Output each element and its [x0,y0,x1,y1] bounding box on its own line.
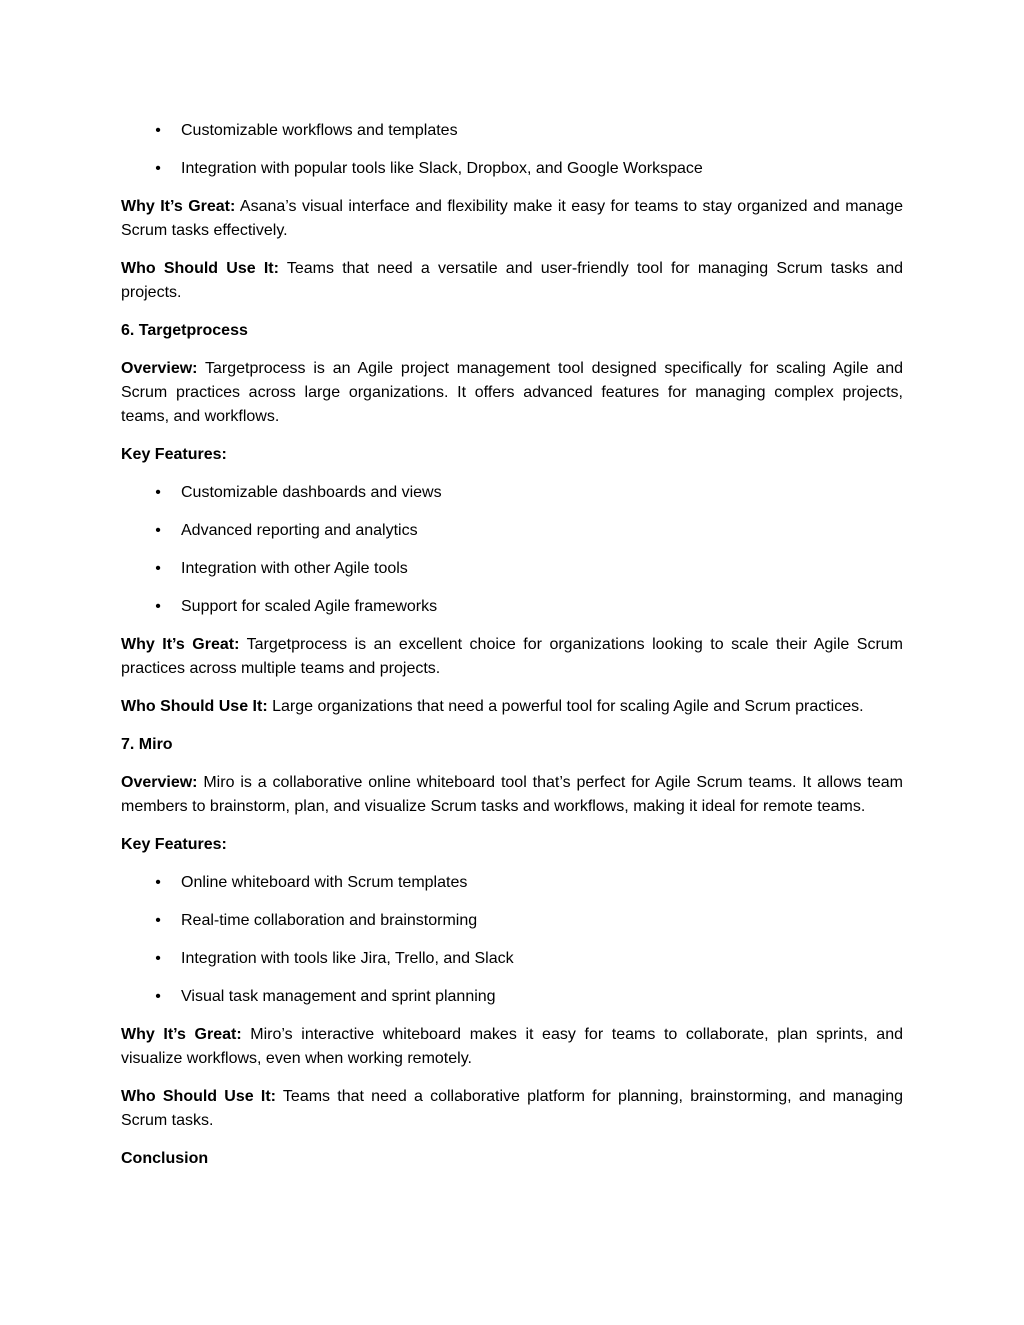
overview-text: Targetprocess is an Agile project management tool designed specifically for scaling Agile and Scrum practices across large organizations. It offers advanced features for managing complex projects, teams, and workflows. [121,360,903,425]
list-item [121,985,903,1009]
feature-text: Integration with other Agile tools [181,560,408,577]
feature-text: Real-time collaboration and brainstorming [181,912,478,929]
who-text: Teams that need a collaborative platform for planning, brainstorming, and managing Scrum tasks. [121,1088,904,1129]
overview-text: Miro is a collaborative online whiteboard tool that’s perfect for Agile Scrum teams. It allows team members to brainstorm, plan, and visualize Scrum tasks and workflows, making it ideal for remote teams. [121,774,903,815]
feature-text: Customizable dashboards and views [181,484,442,501]
who-text: Large organizations that need a powerful tool for scaling Agile and Scrum practices. [267,698,864,715]
list-item [121,947,903,971]
feature-text: Advanced reporting and analytics [181,522,418,539]
bullet-icon: • [155,912,161,929]
list-item [121,519,903,543]
feature-text: Online whiteboard with Scrum templates [181,874,468,891]
asana-why-paragraph [121,195,903,243]
document-page [121,119,903,1185]
asana-who-paragraph [121,257,903,305]
why-label: Why It’s Great: [121,636,240,653]
targetprocess-who-paragraph [121,695,903,719]
targetprocess-feature-list [121,481,903,619]
list-item [121,871,903,895]
targetprocess-overview-paragraph [121,357,903,429]
bullet-icon: • [155,522,161,539]
targetprocess-why-paragraph [121,633,903,681]
miro-why-paragraph [121,1023,903,1071]
why-label: Why It’s Great: [121,1026,242,1043]
feature-text: Visual task management and sprint planning [181,988,496,1005]
list-item [121,909,903,933]
targetprocess-features-label: Key Features: [121,446,227,463]
feature-text: Integration with popular tools like Slack, Dropbox, and Google Workspace [181,160,703,177]
list-item [121,595,903,619]
bullet-icon: • [155,122,161,139]
miro-feature-list [121,871,903,1009]
overview-label: Overview: [121,360,198,377]
list-item [121,157,903,181]
feature-text: Integration with tools like Jira, Trello, and Slack [181,950,514,967]
bullet-icon: • [155,988,161,1005]
conclusion-heading: Conclusion [121,1150,209,1167]
who-label: Who Should Use It: [121,1088,276,1105]
who-label: Who Should Use It: [121,698,268,715]
feature-text: Support for scaled Agile frameworks [181,598,438,615]
bullet-icon: • [155,874,161,891]
who-text: Teams that need a versatile and user-friendly tool for managing Scrum tasks and projects. [121,260,903,301]
targetprocess-heading: 6. Targetprocess [121,322,248,339]
miro-features-label: Key Features: [121,836,227,853]
asana-feature-list [121,119,903,181]
bullet-icon: • [155,598,161,615]
bullet-icon: • [155,160,161,177]
bullet-icon: • [155,950,161,967]
bullet-icon: • [155,560,161,577]
why-text: Targetprocess is an excellent choice for organizations looking to scale their Agile Scrum practices across multiple teams and projects. [121,636,904,677]
why-text: Miro’s interactive whiteboard makes it easy for teams to collaborate, plan sprints, and visualize workflows, even when working remotely. [121,1026,903,1067]
miro-heading: 7. Miro [121,736,173,753]
miro-who-paragraph [121,1085,903,1133]
feature-text: Customizable workflows and templates [181,122,458,139]
why-text: Asana’s visual interface and flexibility make it easy for teams to stay organized and manage Scrum tasks effectively. [121,198,904,239]
miro-overview-paragraph [121,771,903,819]
who-label: Who Should Use It: [121,260,279,277]
list-item [121,119,903,143]
why-label: Why It’s Great: [121,198,236,215]
overview-label: Overview: [121,774,198,791]
list-item [121,557,903,581]
bullet-icon: • [155,484,161,501]
list-item [121,481,903,505]
